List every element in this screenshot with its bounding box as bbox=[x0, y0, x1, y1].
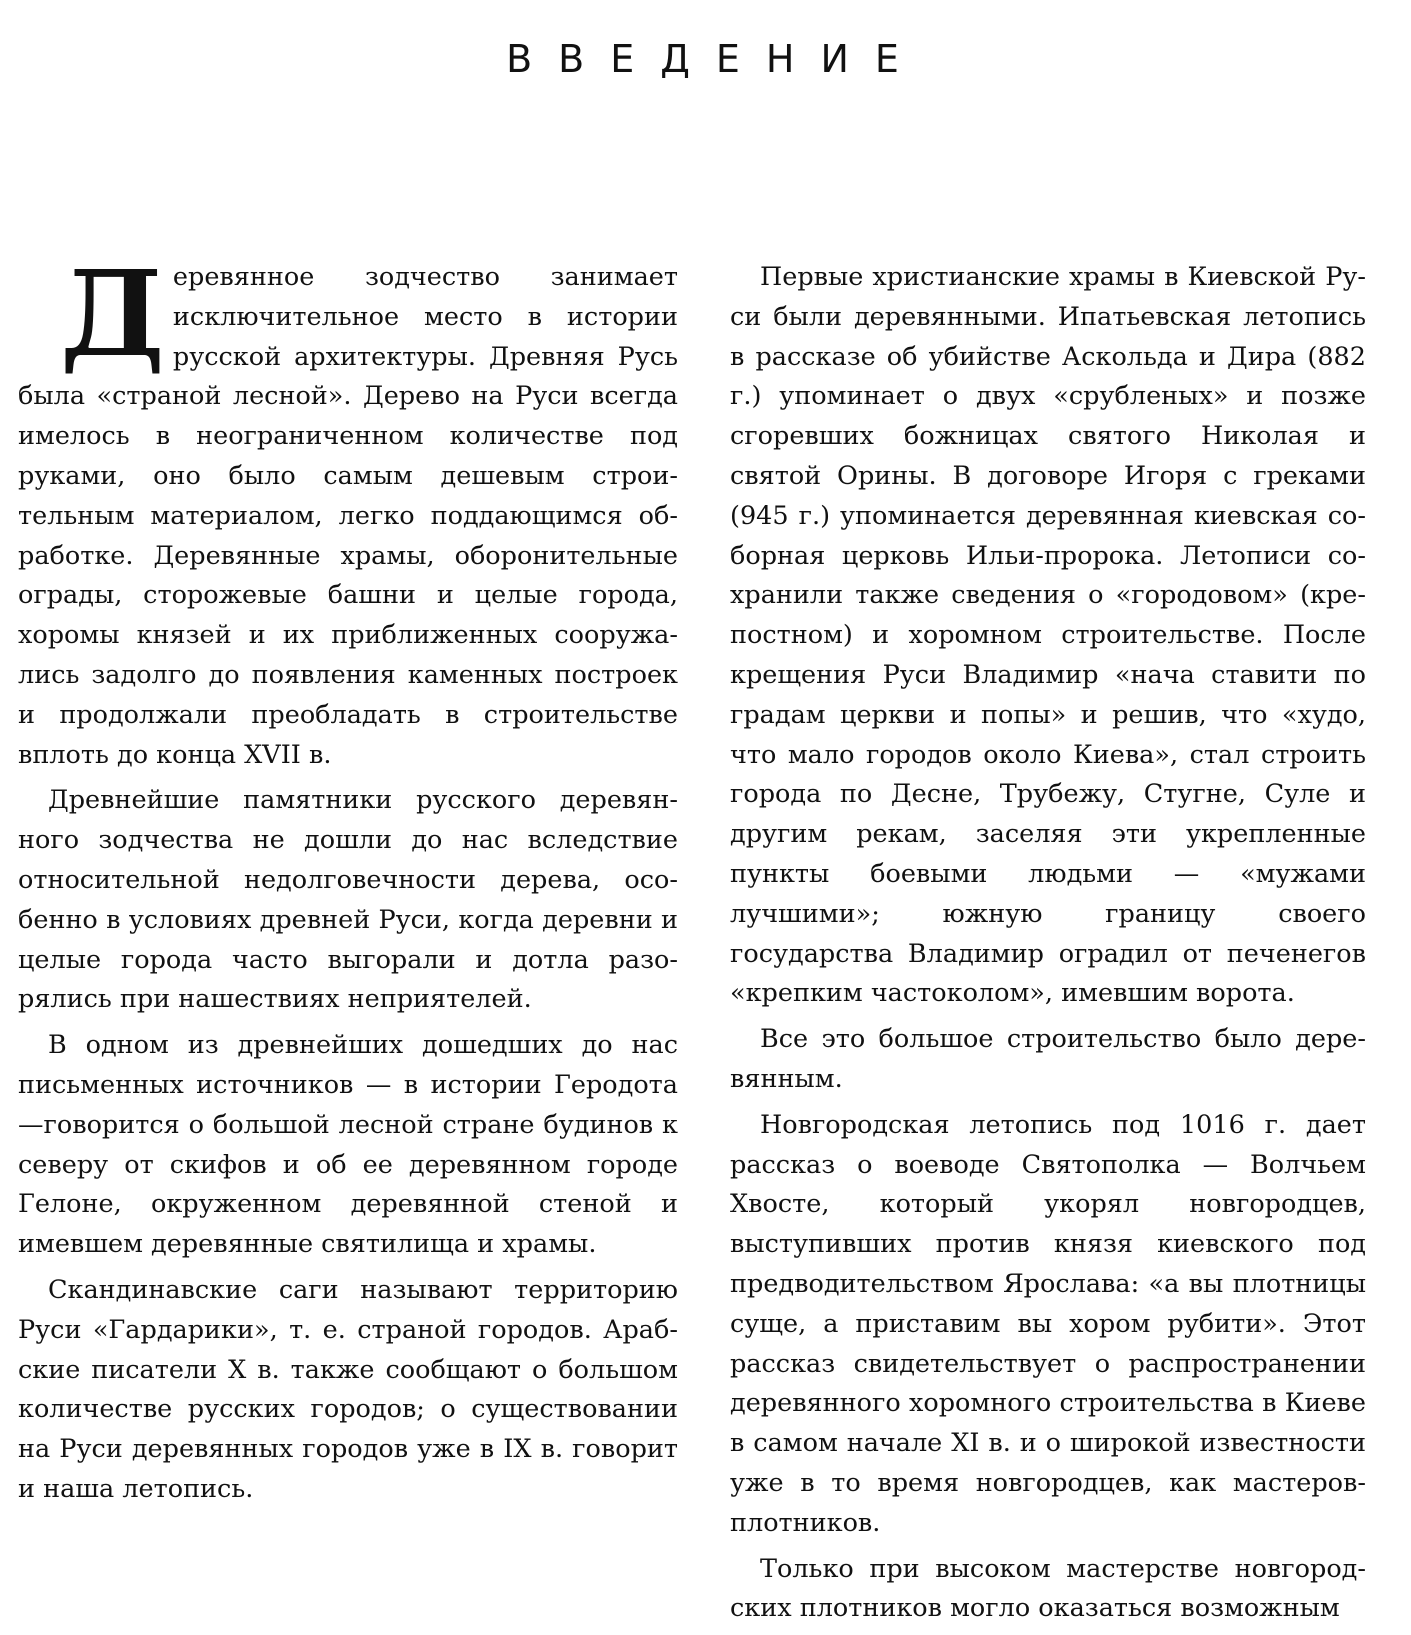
left-column bbox=[18, 244, 678, 1516]
paragraph-3: В одном из древнейших дошедших до нас письменных источников — в истории Геродота—говорится о большой лесной стране будинов к северу от скифов и об ее деревянном городе Гелоне, окруженном деревянной стеной и имевшем деревянные святилища и храмы. bbox=[18, 1030, 678, 1260]
paragraph-8: Только при высоком мастерстве новгородских плотников могло оказаться возможным bbox=[730, 1553, 1366, 1624]
right-column bbox=[730, 258, 1366, 1635]
paragraph-4: Скандинавские саги называют территорию Руси «Гардарики», т. е. страной городов. Арабские писатели X в. также сообщают о большом количестве русских городов; о существовании на Руси деревянных городов уже в IX в. говорит и наша летопись. bbox=[18, 1274, 678, 1504]
paragraph-2: Древнейшие памятники русского деревянного зодчества не дошли до нас вследствие относительной недолговечности дерева, особенно в условиях древней Руси, когда деревни и целые города часто выгорали и дотла разорялись при нашествиях неприятелей. bbox=[18, 785, 678, 1015]
paragraph-1 bbox=[18, 244, 678, 775]
paragraph-5: Первые христианские храмы в Киевской Руси были деревянными. Ипатьевская летопись в рассказе об убийстве Аскольда и Дира (882 г.) упоминает о двух «срубленых» и позже сгоревших божницах святого Николая и святой Орины. В договоре Игоря с греками (945 г.) упоминается деревянная киевская соборная церковь Ильи-пророка. Летописи сохранили также сведения о «городовом» (крепостном) и хоромном строительстве. После крещения Руси Владимир «нача ставити по градам церкви и попы» и решив, что «худо, что мало городов около Киева», стал строить города по Десне, Трубежу, Стугне, Суле и другим рекам, заселяя эти укрепленные пункты боевыми людьми — «мужами лучшими»; южную границу своего государства Владимир оградил от печенегов «крепким частоколом», имевшим ворота. bbox=[730, 262, 1366, 1009]
page-title: ВВЕДЕНИЕ bbox=[506, 37, 925, 81]
paragraph-1-text: еревянное зодчество занимает исключительное место в истории русской архитектуры. Древняя Русь была «страной лесной». Дерево на Руси всегда имелось в неограниченном количестве под руками, оно было самым дешевым строительным материалом, легко поддающимся обработке. Деревянные храмы, оборонительные ограды, сторожевые башни и целые города, хоромы князей и их приближенных сооружались задолго до появления каменных построек и продолжали преобладать в строительстве вплоть до конца XVII в. bbox=[18, 262, 678, 770]
paragraph-6: Все это большое строительство было деревянным. bbox=[730, 1024, 1366, 1094]
paragraph-7: Новгородская летопись под 1016 г. дает рассказ о воеводе Святополка — Волчьем Хвосте, который укорял новгородцев, выступивших против князя киевского под предводительством Ярослава: «а вы плотницы суще, а приставим вы хором рубити». Этот рассказ свидетельствует о распространении деревянного хоромного строительства в Киеве в самом начале XI в. и о широкой известности уже в то время новгородцев, как мастеров-плотников. bbox=[730, 1109, 1366, 1538]
drop-cap: Д bbox=[60, 244, 165, 383]
